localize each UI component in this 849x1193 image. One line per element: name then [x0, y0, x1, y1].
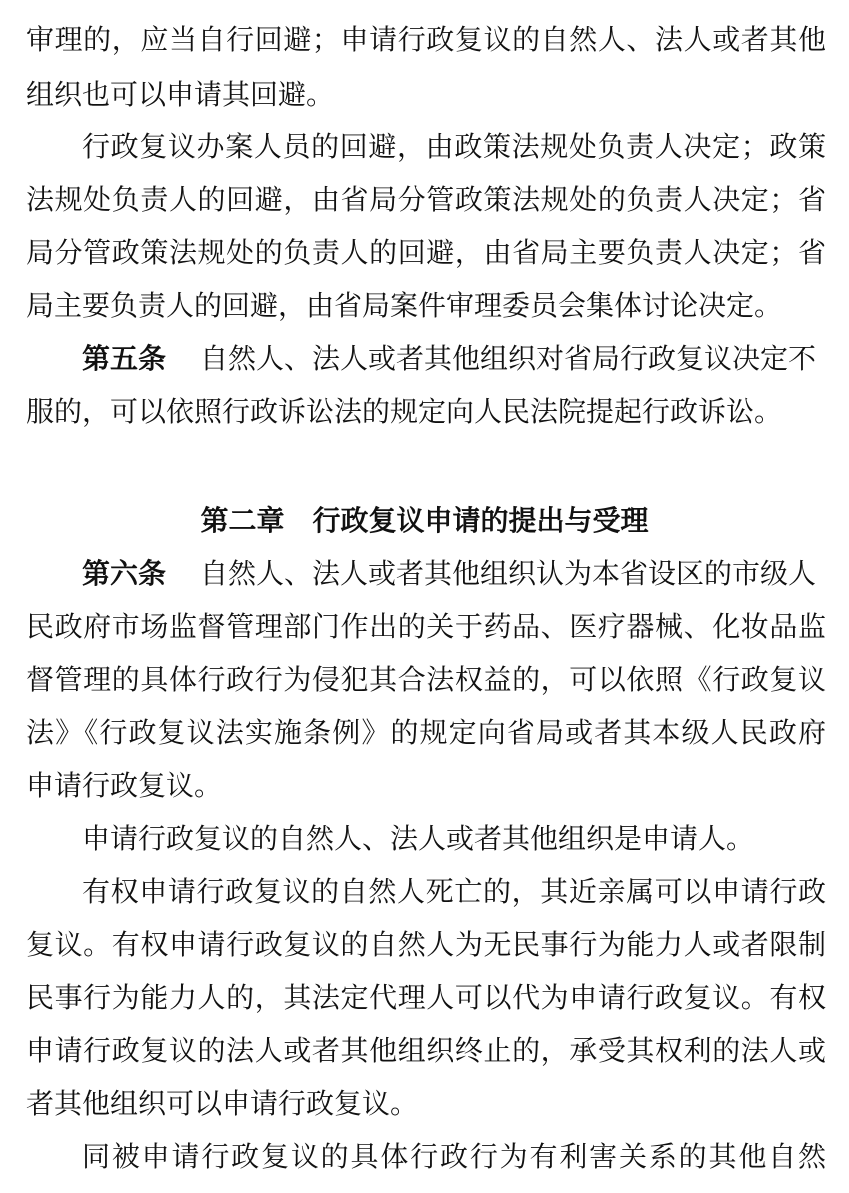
text-line: 法规处负责人的回避，由省局分管政策法规处的负责人决定；省 [26, 183, 826, 216]
paragraph-first-line: 申请行政复议的自然人、法人或者其他组织是申请人。 [82, 822, 755, 855]
text-line: 民事行为能力人的，其法定代理人可以代为申请行政复议。有权 [26, 981, 826, 1014]
text-line: 者其他组织可以申请行政复议。 [26, 1087, 419, 1120]
paragraph-first-line: 有权申请行政复议的自然人死亡的，其近亲属可以申请行政 [82, 875, 826, 908]
text-line: 督管理的具体行政行为侵犯其合法权益的，可以依照《行政复议 [26, 663, 826, 696]
chapter-heading [0, 501, 849, 541]
text-line: 民政府市场监督管理部门作出的关于药品、医疗器械、化妆品监 [26, 610, 826, 643]
text-line: 复议。有权申请行政复议的自然人为无民事行为能力人或者限制 [26, 928, 826, 961]
chapter-title: 行政复议申请的提出与受理 [312, 504, 649, 537]
article-6-heading: 第六条 [82, 557, 167, 590]
text-line: 申请行政复议。 [26, 769, 223, 802]
article-5-first-line [82, 341, 826, 377]
paragraph-first-line: 行政复议办案人员的回避，由政策法规处负责人决定；政策 [82, 130, 826, 163]
paragraph-first-line: 同被申请行政复议的具体行政行为有利害关系的其他自然 [82, 1140, 826, 1173]
text-line: 局主要负责人的回避，由省局案件审理委员会集体讨论决定。 [26, 289, 783, 322]
article-5-heading: 第五条 [82, 342, 167, 375]
article-6-text: 自然人、法人或者其他组织认为本省设区的市级人 [200, 557, 817, 590]
article-6-first-line [82, 556, 826, 592]
text-line: 局分管政策法规处的负责人的回避，由省局主要负责人决定；省 [26, 236, 826, 269]
article-5-text: 自然人、法人或者其他组织对省局行政复议决定不 [200, 342, 817, 375]
chapter-number: 第二章 [200, 504, 285, 537]
text-line: 组织也可以申请其回避。 [26, 78, 335, 111]
text-line: 服的，可以依照行政诉讼法的规定向人民法院提起行政诉讼。 [26, 395, 783, 428]
text-line: 申请行政复议的法人或者其他组织终止的，承受其权利的法人或 [26, 1034, 826, 1067]
text-line: 审理的，应当自行回避；申请行政复议的自然人、法人或者其他 [26, 23, 826, 56]
text-line: 法》《行政复议法实施条例》的规定向省局或者其本级人民政府 [26, 716, 826, 749]
